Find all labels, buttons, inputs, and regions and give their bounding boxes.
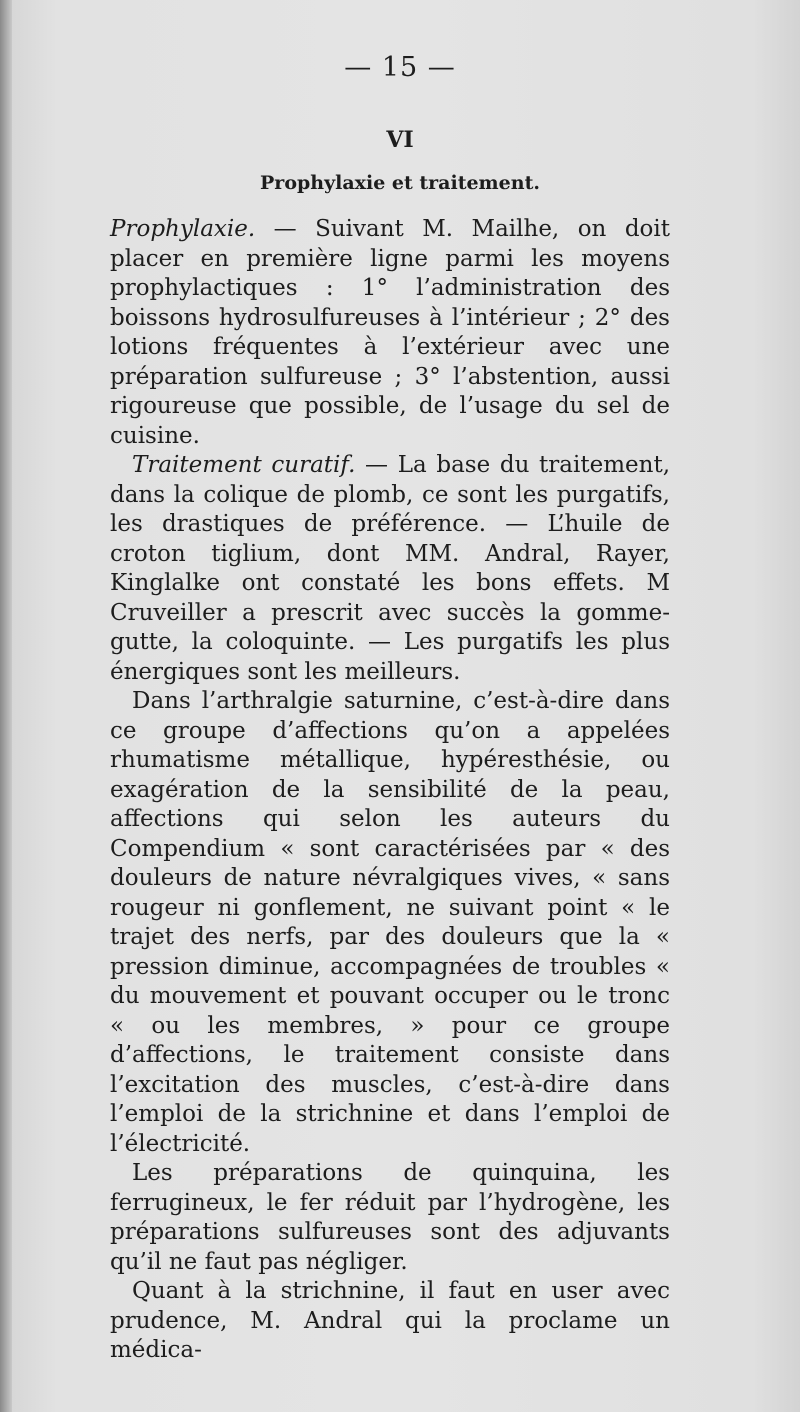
paragraph-text: Dans l’arthralgie saturnine, c’est-à-dire dans ce groupe d’affections qu’on a appelées rhumatisme métallique, hypéresthésie, ou exagération de la sensibilité de la peau, affections qui selon les auteurs du Compendium « sont caractérisées par « des douleurs de nature névralgiques vives, « sans rougeur ni gonflement, ne suivant point « le trajet des nerfs, par des douleurs que la « pression diminue, accompagnées de troubles « du mouvement et pouvant occuper ou le tronc « ou les membres, » pour ce groupe d’affections, le traitement consiste dans l’excitation des muscles, c’est-à-dire dans l’emploi de la strichnine et dans l’emploi de l’électricité. bbox=[110, 688, 670, 1157]
paragraph-lead: Prophylaxie. bbox=[110, 216, 256, 242]
paragraph-text: Quant à la strichnine, il faut en user avec prudence, M. Andral qui la proclame un médica- bbox=[110, 1278, 670, 1363]
page-number: — 15 — bbox=[344, 52, 456, 83]
paragraph-prophylaxie bbox=[110, 215, 670, 451]
paragraph-text: Les préparations de quinquina, les ferrugineux, le fer réduit par l’hydrogène, les préparations sulfureuses sont des adjuvants qu’il ne faut pas négliger. bbox=[110, 1160, 670, 1275]
paragraph-text: — Suivant M. Mailhe, on doit placer en première ligne parmi les moyens prophylactiques : 1° l’administration des boissons hydrosulfureuses à l’intérieur ; 2° des lotions fréquentes à l’extérieur avec une préparation sulfureuse ; 3° l’abstention, aussi rigoureuse que possible, de l’usage du sel de cuisine. bbox=[110, 216, 670, 449]
paragraph-strichnine bbox=[110, 1277, 670, 1366]
page-binding-edge bbox=[0, 0, 12, 1412]
section-number: VI bbox=[386, 127, 414, 153]
body-text bbox=[110, 215, 670, 1366]
paragraph-traitement-curatif bbox=[110, 451, 670, 687]
section-title: Prophylaxie et traitement. bbox=[260, 172, 540, 194]
paragraph-arthralgie bbox=[110, 687, 670, 1159]
paragraph-text: — La base du traitement, dans la colique de plomb, ce sont les purgatifs, les drastiques de préférence. — L’huile de croton tiglium, dont MM. Andral, Rayer, Kinglalke ont constaté les bons effets. M Cruveiller a prescrit avec succès la gomme-gutte, la coloquinte. — Les purgatifs les plus énergiques sont les meilleurs. bbox=[110, 452, 670, 685]
paragraph-preparations bbox=[110, 1159, 670, 1277]
paragraph-lead: Traitement curatif. bbox=[132, 452, 356, 478]
